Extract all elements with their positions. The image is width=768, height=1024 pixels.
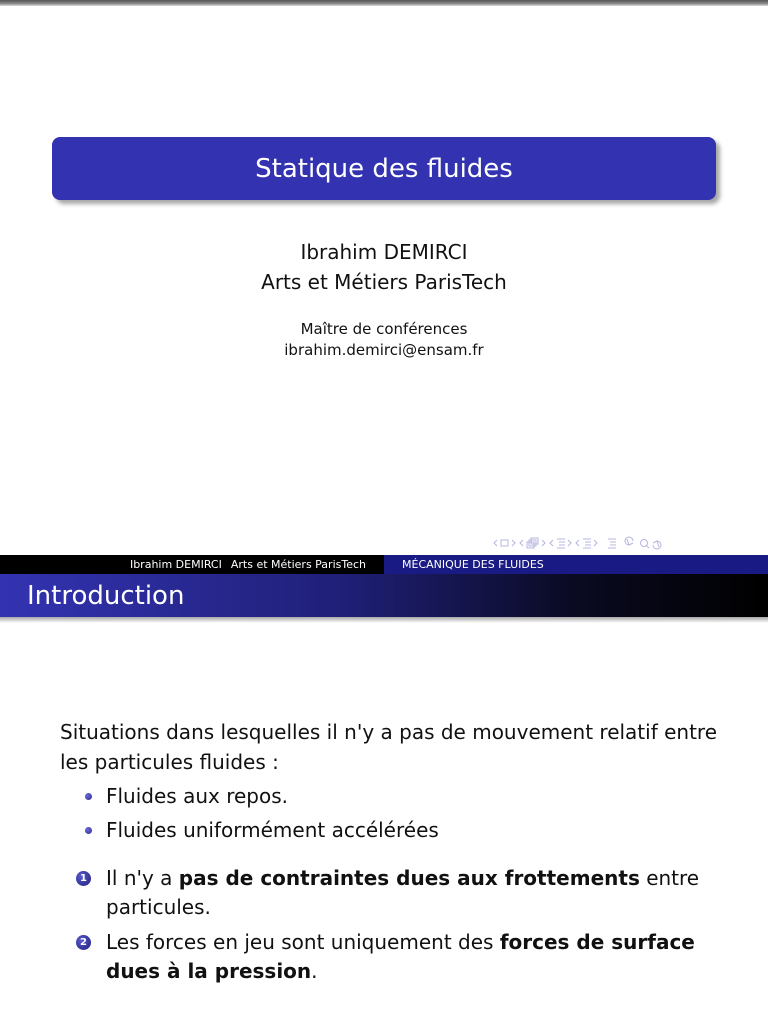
enum-text-bold: forces de surface dues à la pression: [106, 930, 695, 983]
bullet-text: Fluides aux repos.: [106, 784, 288, 808]
enumerated-item: [76, 864, 716, 922]
enumerated-text: [106, 864, 716, 922]
footline-author: Ibrahim DEMIRCI: [129, 558, 222, 571]
footline-title: MÉCANIQUE DES FLUIDES: [402, 558, 544, 571]
nav-frame-icon[interactable]: [492, 536, 518, 550]
bullet-text: Fluides uniformément accélérées: [106, 818, 439, 842]
nav-toc-icon[interactable]: [600, 536, 624, 550]
footline-title-block: [384, 555, 768, 574]
enum-text-before: Il n'y a: [106, 866, 179, 890]
nav-section-icon[interactable]: [548, 536, 574, 550]
intro-paragraph: Situations dans lesquelles il n'y a pas de mouvement relatif entre les particules fluides :: [60, 720, 718, 774]
enum-text-after: entre particules.: [106, 866, 700, 919]
nav-zoom-icon[interactable]: [624, 536, 662, 550]
number-ball-icon: 2: [76, 935, 91, 950]
enum-text-bold: pas de contraintes dues aux frottements: [178, 866, 640, 890]
footline: [0, 555, 768, 574]
title-block: [52, 137, 716, 200]
navigation-symbols: [492, 536, 662, 550]
enum-text-before: Les forces en jeu sont uniquement des: [106, 930, 500, 954]
footline-author-block: [0, 555, 384, 574]
author-email: ibrahim.demirci@ensam.fr: [284, 341, 484, 359]
list-item: [85, 818, 439, 842]
nav-section-icon[interactable]: [574, 536, 600, 550]
enum-text-after: .: [311, 959, 318, 983]
frame-title-shadow: [0, 617, 768, 623]
enumerated-item: [76, 928, 716, 986]
footline-institution: Arts et Métiers ParisTech: [230, 558, 366, 571]
number-ball-icon: 1: [76, 871, 91, 886]
frame-title-bar: [0, 574, 768, 617]
top-border: [0, 0, 768, 6]
bullet-icon: [85, 793, 92, 800]
author-name: Ibrahim DEMIRCI: [300, 240, 468, 264]
enumerated-text: [106, 928, 716, 986]
frame-title: Introduction: [27, 580, 185, 611]
nav-subsection-icon[interactable]: [518, 536, 548, 550]
list-item: [85, 784, 288, 808]
bullet-icon: [85, 827, 92, 834]
author-institution: Arts et Métiers ParisTech: [261, 270, 507, 294]
author-role: Maître de conférences: [300, 320, 468, 338]
presentation-title: Statique des fluides: [255, 153, 513, 184]
